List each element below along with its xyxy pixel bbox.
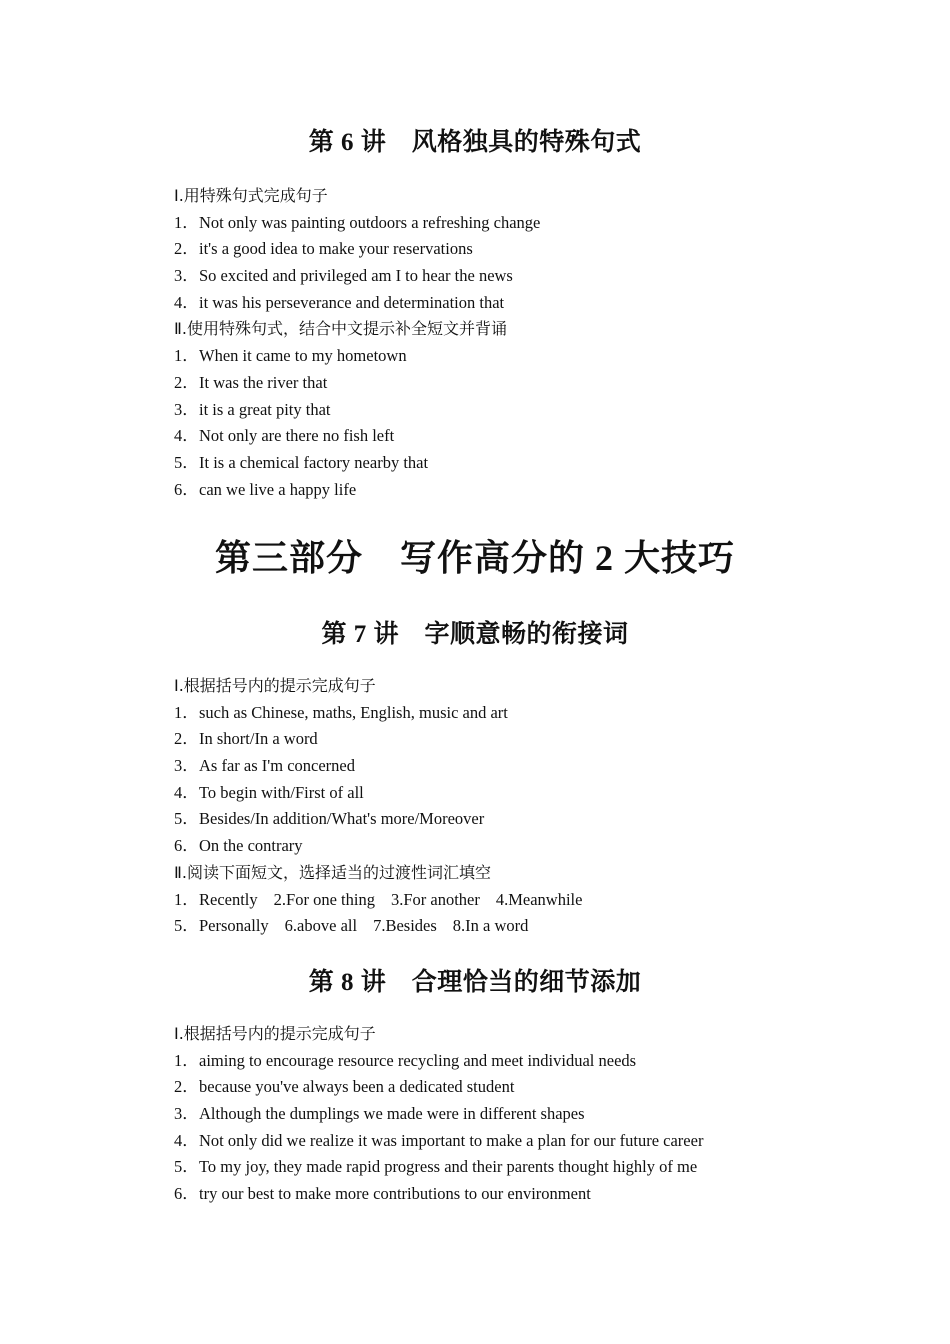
answer-line [174,726,894,753]
item-number: 6． [174,1184,199,1204]
item-number: 5． [174,452,199,472]
answer-line [174,477,894,504]
item-number: 6． [174,836,199,856]
answer-text: it was his perseverance and determination that [199,292,505,312]
part-3-title: 第三部分 写作高分的 2 大技巧 [214,538,735,578]
item-number: 3． [174,399,199,419]
item-number: 4． [174,1130,199,1150]
answer-text: it's a good idea to make your reservations [199,239,473,259]
item-number: 4． [174,426,199,446]
answer-text: On the contrary [199,836,303,856]
answer-text: Not only was painting outdoors a refreshing change [199,212,541,232]
answer-text: 7.Besides [373,916,437,936]
item-number: 1． [174,702,199,722]
answer-line [174,290,894,317]
answer-line [174,397,894,424]
item-number: 4． [174,782,199,802]
answer-line [174,1181,894,1208]
answer-text: Not only are there no fish left [199,426,395,446]
answer-line [174,1048,894,1075]
item-number: 1． [174,346,199,366]
answer-text: 8.In a word [452,916,529,936]
item-number: 3． [174,1104,199,1124]
lesson-8-content [174,1021,894,1208]
answer-line [174,423,894,450]
answer-text: So excited and privileged am I to hear the news [199,266,513,286]
answer-line [174,210,894,237]
item-number: 2． [174,239,199,259]
answer-line [174,700,894,727]
answer-text: It is a chemical factory nearby that [199,452,429,472]
answer-line [174,780,894,807]
answer-text: such as Chinese, maths, English, music and art [199,702,508,722]
answer-line [174,343,894,370]
answer-line [174,753,894,780]
item-number: 1． [174,212,199,232]
answer-text: it is a great pity that [199,399,331,419]
item-number: 1． [174,889,199,909]
answer-text: Personally [199,916,269,936]
answer-text: 6.above all [284,916,358,936]
item-number: 2． [174,372,199,392]
answer-text: To my joy, they made rapid progress and their parents thought highly of me [199,1157,698,1177]
answer-text: It was the river that [199,372,328,392]
item-number: 3． [174,756,199,776]
item-number: 1． [174,1050,199,1070]
answer-line [174,833,894,860]
answer-line [174,370,894,397]
section-heading: Ⅰ.根据括号内的提示完成句子 [174,676,376,695]
answer-line [174,1101,894,1128]
answer-text: aiming to encourage resource recycling and meet individual needs [199,1050,637,1070]
answer-line [174,450,894,477]
section-heading: Ⅱ.使用特殊句式，结合中文提示补全短文并背诵 [174,319,507,339]
answer-text: As far as I'm concerned [199,756,355,776]
answer-text: Recently [199,889,258,909]
item-number: 4． [174,292,199,312]
item-number: 5． [174,916,199,936]
answer-line [174,1074,894,1101]
answer-line [174,913,894,940]
lesson-8-title: 第 8 讲 合理恰当的细节添加 [308,969,642,996]
answer-line [174,263,894,290]
answer-text: When it came to my hometown [199,346,407,366]
answer-text: Besides/In addition/What's more/Moreover [199,809,485,829]
answer-text: can we live a happy life [199,479,357,499]
section-heading: Ⅰ.用特殊句式完成句子 [174,186,328,205]
answer-line [174,806,894,833]
item-number: 3． [174,266,199,286]
answer-text: 4.Meanwhile [495,889,583,909]
lesson-7-content [174,673,894,940]
answer-text: because you've always been a dedicated student [199,1077,515,1097]
answer-text: 2.For one thing [273,889,375,909]
lesson-6-title: 第 6 讲 风格独具的特殊句式 [308,129,642,156]
section-heading: Ⅰ.根据括号内的提示完成句子 [174,1024,376,1043]
item-number: 2． [174,729,199,749]
answer-line [174,1128,894,1155]
answer-line [174,236,894,263]
item-number: 5． [174,809,199,829]
answer-text: In short/In a word [199,729,318,749]
item-number: 5． [174,1157,199,1177]
answer-text: 3.For another [390,889,480,909]
answer-text: Not only did we realize it was important to make a plan for our future career [199,1130,704,1150]
item-number: 6． [174,479,199,499]
section-heading: Ⅱ.阅读下面短文，选择适当的过渡性词汇填空 [174,862,491,882]
lesson-6-content [174,183,894,503]
lesson-7-title: 第 7 讲 字顺意畅的衔接词 [321,621,629,648]
answer-line [174,1154,894,1181]
answer-text: To begin with/First of all [199,782,364,802]
answer-text: Although the dumplings we made were in different shapes [199,1104,585,1124]
answer-line [174,887,894,914]
item-number: 2． [174,1077,199,1097]
answer-text: try our best to make more contributions to our environment [199,1184,591,1204]
